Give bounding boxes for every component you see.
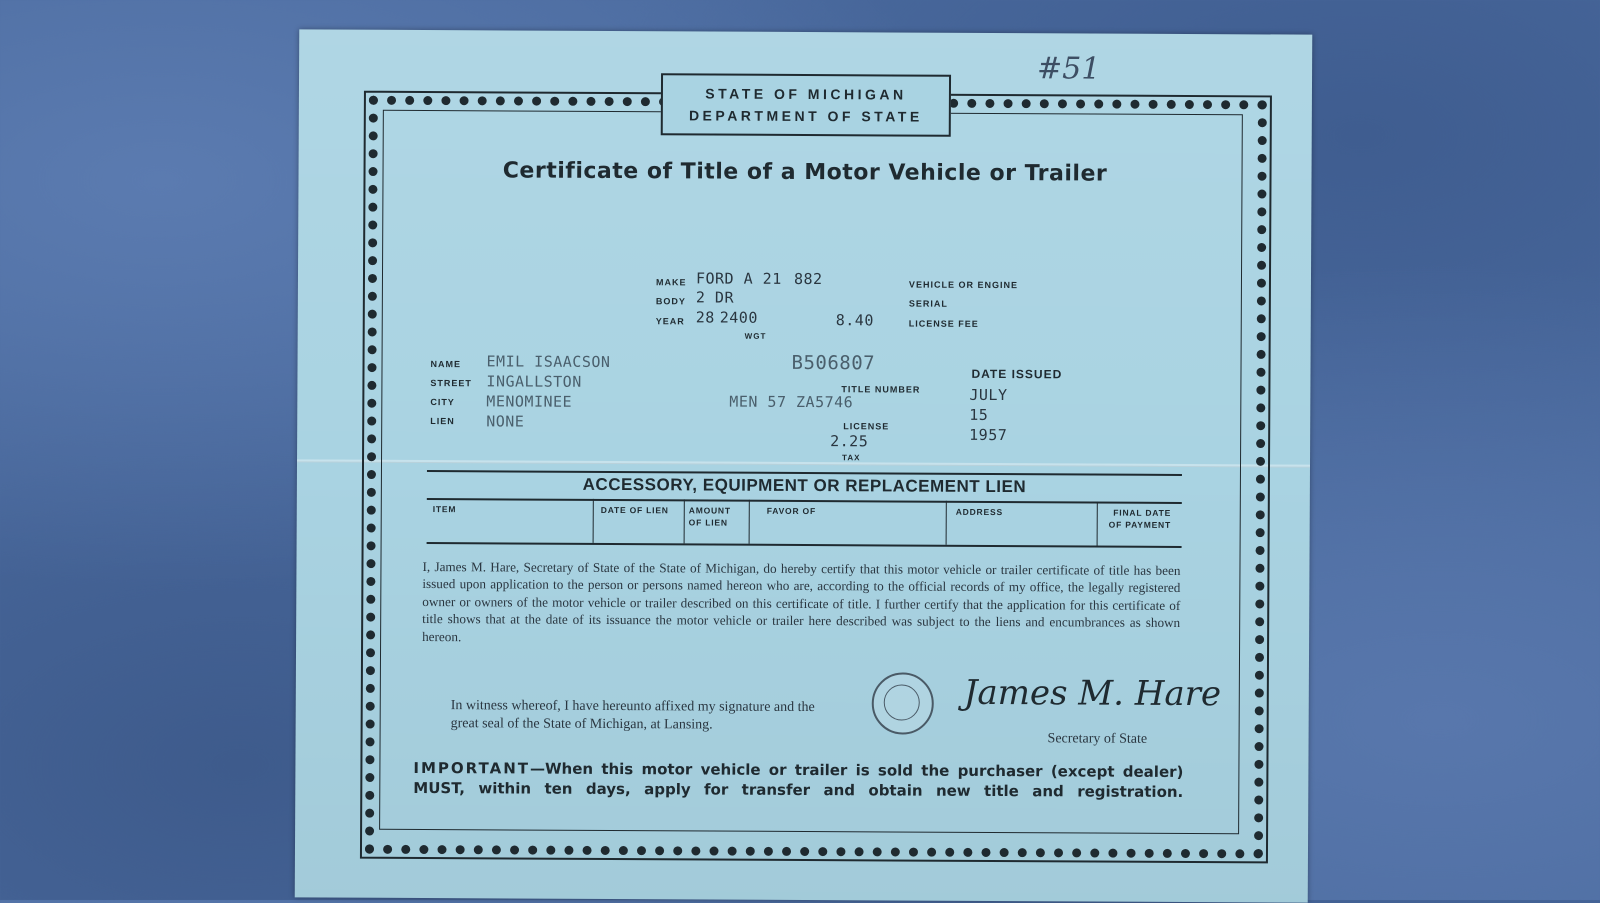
seal-inner-ring bbox=[884, 684, 920, 720]
col-address: ADDRESS bbox=[955, 506, 1003, 518]
document-title: Certificate of Title of a Motor Vehicle or Trailer bbox=[502, 158, 1108, 187]
lien-section-title: ACCESSORY, EQUIPMENT OR REPLACEMENT LIEN bbox=[582, 474, 1027, 497]
license-label: LICENSE bbox=[843, 421, 890, 432]
col-amount-line2: OF LIEN bbox=[688, 517, 728, 528]
col-final-date bbox=[1109, 507, 1171, 531]
license-tax-value: 2.25 bbox=[830, 432, 869, 451]
handwritten-note: #51 bbox=[1036, 51, 1101, 87]
important-text: —When this motor vehicle or trailer is sold the purchaser (except dealer) MUST, within ten days, apply for transfer and obtain new title and registration. bbox=[413, 759, 1184, 801]
state-seal-icon bbox=[872, 672, 934, 734]
col-amount-line1: AMOUNT bbox=[688, 505, 731, 516]
owner-city-label: CITY bbox=[430, 397, 455, 408]
owner-street-value: INGALLSTON bbox=[486, 372, 582, 391]
weight-label: WGT bbox=[744, 331, 767, 341]
owner-lien-value: NONE bbox=[486, 412, 525, 431]
body-value: 2 DR bbox=[695, 288, 735, 307]
date-issued-month: JULY bbox=[969, 385, 1008, 405]
col-final-line1: FINAL DATE bbox=[1113, 507, 1172, 518]
body-label: BODY bbox=[655, 296, 686, 307]
col-date-of-lien: DATE OF LIEN bbox=[600, 504, 669, 516]
weight-value: 2400 bbox=[719, 308, 758, 327]
vehicle-engine-label: VEHICLE OR ENGINE bbox=[908, 279, 1018, 291]
serial-label: SERIAL bbox=[908, 298, 948, 309]
license-plate-value: MEN 57 ZA5746 bbox=[729, 392, 854, 412]
owner-city-value: MENOMINEE bbox=[486, 392, 573, 411]
certification-text: I, James M. Hare, Secretary of State of the State of Michigan, do hereby certify that this motor vehicle or trailer certificate of title has been issued upon application to the person or persons named hereon who are, according to the official records of my office, the legally registered owner or owners of the motor vehicle or trailer described on this certificate of title. I further certify that the application for this certificate of title shows that at the date of its issuance the motor vehicle or trailer here described was subject to the liens and encumbrances as shown hereon. bbox=[422, 559, 1181, 644]
tax-label: TAX bbox=[842, 453, 861, 463]
owner-lien-label: LIEN bbox=[430, 416, 455, 427]
serial-value: 882 bbox=[793, 269, 823, 289]
col-item: ITEM bbox=[432, 504, 457, 515]
signature-caption: Secretary of State bbox=[1047, 731, 1148, 747]
owner-name-label: NAME bbox=[430, 359, 462, 370]
certificate-paper bbox=[295, 29, 1313, 902]
col-favor-of: FAVOR OF bbox=[766, 505, 817, 517]
owner-street-label: STREET bbox=[430, 378, 472, 389]
date-issued-year: 1957 bbox=[969, 425, 1008, 445]
col-final-line2: OF PAYMENT bbox=[1108, 519, 1172, 530]
make-value: FORD A 21 bbox=[695, 269, 782, 288]
important-notice bbox=[413, 758, 1183, 802]
year-label: YEAR bbox=[655, 316, 685, 327]
make-label: MAKE bbox=[655, 277, 687, 288]
agency-header bbox=[661, 73, 951, 137]
title-number-label: TITLE NUMBER bbox=[841, 384, 921, 395]
date-issued-day: 15 bbox=[969, 405, 989, 424]
witness-statement: In witness whereof, I have hereunto affixed my signature and the great seal of the State of Michigan, at Lansing. bbox=[450, 698, 815, 733]
owner-name-value: EMIL ISAACSON bbox=[486, 352, 611, 371]
license-fee-value: 8.40 bbox=[835, 311, 874, 330]
date-issued-label: DATE ISSUED bbox=[971, 366, 1063, 382]
secretary-signature: James M. Hare bbox=[963, 672, 1222, 715]
col-amount bbox=[689, 504, 731, 528]
lien-col-divider bbox=[684, 499, 685, 543]
title-number-value: B506807 bbox=[791, 351, 876, 375]
lien-col-divider bbox=[749, 500, 750, 544]
license-fee-label: LICENSE FEE bbox=[908, 318, 979, 329]
agency-state: STATE OF MICHIGAN bbox=[705, 85, 907, 103]
year-value: 28 bbox=[695, 308, 715, 327]
important-lead: IMPORTANT bbox=[413, 758, 531, 778]
agency-department: DEPARTMENT OF STATE bbox=[688, 107, 923, 125]
lien-col-divider bbox=[593, 499, 594, 543]
